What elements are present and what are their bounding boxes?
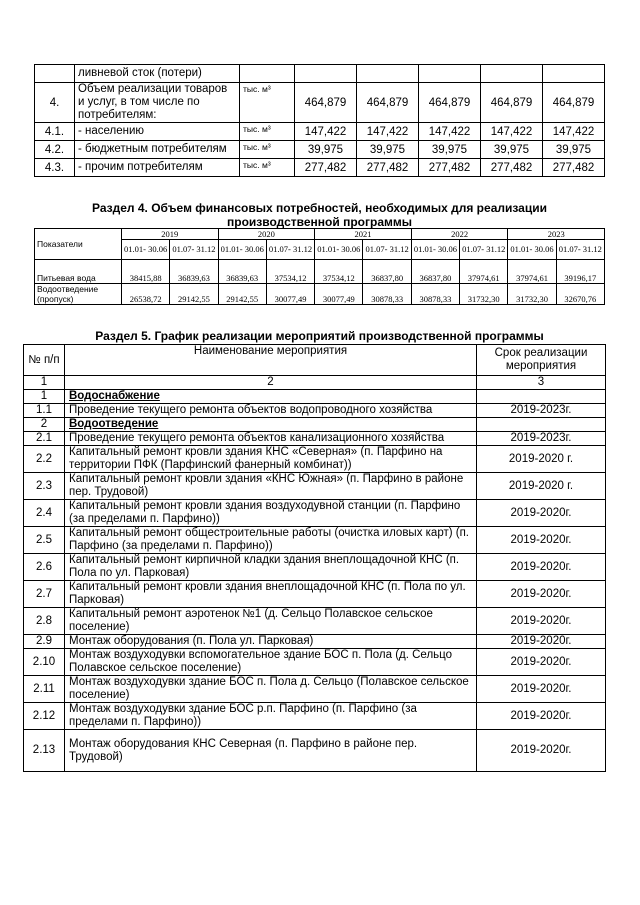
schedule-name: Проведение текущего ремонта объектов водопроводного хозяйства — [65, 404, 477, 418]
schedule-row — [24, 703, 606, 730]
volume-row — [35, 123, 605, 141]
row-value: 147,422 — [419, 123, 481, 141]
finance-value: 29142,55 — [170, 284, 218, 305]
colnum-3: 3 — [477, 376, 606, 390]
row-unit: тыс. м³ — [240, 141, 295, 159]
schedule-number: 1.1 — [24, 404, 65, 418]
row-number: 4.3. — [35, 159, 75, 177]
row-value: 464,879 — [357, 83, 419, 123]
row-value — [419, 65, 481, 83]
year-cell: 2021 — [315, 229, 412, 240]
schedule-name: Монтаж воздуходувки вспомогательное здание БОС п. Пола (д. Сельцо Полавское сельское поселение) — [65, 649, 477, 676]
schedule-name: Монтаж воздуходувки здание БОС п. Пола д. Сельцо (Полавское сельское поселение) — [65, 676, 477, 703]
row-name: Объем реализации товаров и услуг, в том числе по потребителям: — [75, 83, 240, 123]
row-value: 277,482 — [295, 159, 357, 177]
row-value — [357, 65, 419, 83]
schedule-table — [23, 344, 606, 772]
year-cell: 2019 — [122, 229, 219, 240]
finance-table — [34, 228, 605, 305]
row-value: 39,975 — [481, 141, 543, 159]
row-value: 277,482 — [419, 159, 481, 177]
schedule-term: 2019-2020г. — [477, 649, 606, 676]
row-unit: тыс. м³ — [240, 123, 295, 141]
schedule-term: 2019-2020г. — [477, 676, 606, 703]
header-term: Срок реализации мероприятия — [477, 345, 606, 376]
finance-row-label: Питьевая вода — [35, 260, 122, 284]
schedule-row — [24, 581, 606, 608]
schedule-name: Капитальный ремонт кровли здания «КНС Южная» (п. Парфино в районе пер. Трудовой) — [65, 473, 477, 500]
schedule-row — [24, 500, 606, 527]
schedule-name: Проведение текущего ремонта объектов канализационного хозяйства — [65, 432, 477, 446]
section4-title-line1: Раздел 4. Объем финансовых потребностей, необходимых для реализации — [92, 201, 547, 215]
schedule-term: 2019-2020г. — [477, 554, 606, 581]
finance-value: 30077,49 — [315, 284, 363, 305]
row-value: 277,482 — [357, 159, 419, 177]
period-cell: 01.01- 30.06 — [411, 240, 459, 260]
header-name: Наименование мероприятия — [65, 345, 477, 376]
row-name: - населению — [75, 123, 240, 141]
finance-value: 31732,30 — [508, 284, 556, 305]
row-value: 464,879 — [543, 83, 605, 123]
schedule-number: 1 — [24, 390, 65, 404]
schedule-name: Капитальный ремонт аэротенок №1 (д. Сельцо Полавское сельское поселение) — [65, 608, 477, 635]
row-number: 4.1. — [35, 123, 75, 141]
schedule-number: 2 — [24, 418, 65, 432]
schedule-name: Монтаж оборудования КНС Северная (п. Парфино в районе пер. Трудовой) — [65, 730, 477, 772]
finance-value: 37974,61 — [508, 260, 556, 284]
schedule-row — [24, 404, 606, 418]
schedule-name: Водоотведение — [65, 418, 477, 432]
row-value: 464,879 — [295, 83, 357, 123]
finance-value: 39196,17 — [556, 260, 604, 284]
schedule-number: 2.2 — [24, 446, 65, 473]
schedule-name: Капитальный ремонт общестроительные работы (очистка иловых карт) (п. Парфино (за пределами п. Парфино)) — [65, 527, 477, 554]
row-unit — [240, 65, 295, 83]
schedule-row — [24, 390, 606, 404]
schedule-term: 2019-2020г. — [477, 635, 606, 649]
schedule-number: 2.1 — [24, 432, 65, 446]
schedule-header-row — [24, 345, 606, 376]
schedule-term: 2019-2023г. — [477, 432, 606, 446]
schedule-term: 2019-2020г. — [477, 608, 606, 635]
schedule-number: 2.5 — [24, 527, 65, 554]
schedule-name: Капитальный ремонт кирпичной кладки здания внеплощадочной КНС (п. Пола по ул. Парковая) — [65, 554, 477, 581]
row-value: 39,975 — [357, 141, 419, 159]
period-cell: 01.07- 31.12 — [170, 240, 218, 260]
finance-value: 37974,61 — [460, 260, 508, 284]
finance-value: 36837,80 — [411, 260, 459, 284]
schedule-name: Монтаж оборудования (п. Пола ул. Парковая) — [65, 635, 477, 649]
finance-value: 29142,55 — [218, 284, 266, 305]
schedule-name: Капитальный ремонт кровли здания внеплощадочной КНС (п. Пола по ул. Парковая) — [65, 581, 477, 608]
row-number: 4.2. — [35, 141, 75, 159]
schedule-row — [24, 473, 606, 500]
row-unit: тыс. м³ — [240, 159, 295, 177]
period-cell: 01.07- 31.12 — [556, 240, 604, 260]
colnum-1: 1 — [24, 376, 65, 390]
schedule-row — [24, 730, 606, 772]
row-value: 464,879 — [481, 83, 543, 123]
schedule-number: 2.9 — [24, 635, 65, 649]
schedule-number: 2.13 — [24, 730, 65, 772]
row-value — [481, 65, 543, 83]
row-value: 39,975 — [419, 141, 481, 159]
indicator-header: Показатели — [35, 229, 122, 260]
schedule-term: 2019-2020г. — [477, 527, 606, 554]
schedule-row — [24, 554, 606, 581]
schedule-term — [477, 418, 606, 432]
row-value: 277,482 — [543, 159, 605, 177]
schedule-number: 2.11 — [24, 676, 65, 703]
period-cell: 01.01- 30.06 — [315, 240, 363, 260]
row-value — [295, 65, 357, 83]
row-value: 147,422 — [357, 123, 419, 141]
schedule-term — [477, 390, 606, 404]
year-cell: 2023 — [508, 229, 605, 240]
schedule-term: 2019-2023г. — [477, 404, 606, 418]
row-value: 39,975 — [295, 141, 357, 159]
row-value: 147,422 — [295, 123, 357, 141]
volume-row — [35, 65, 605, 83]
schedule-row — [24, 446, 606, 473]
period-cell: 01.07- 31.12 — [363, 240, 411, 260]
row-value: 39,975 — [543, 141, 605, 159]
schedule-row — [24, 432, 606, 446]
row-value: 147,422 — [543, 123, 605, 141]
schedule-name: Капитальный ремонт кровли здания воздуходувной станции (п. Парфино (за пределами п. Парфино)) — [65, 500, 477, 527]
finance-value: 31732,30 — [460, 284, 508, 305]
schedule-name: Капитальный ремонт кровли здания КНС «Северная» (п. Парфино на территории ПФК (Парфинский фанерный комбинат)) — [65, 446, 477, 473]
row-name: - прочим потребителям — [75, 159, 240, 177]
schedule-term: 2019-2020г. — [477, 703, 606, 730]
row-number — [35, 65, 75, 83]
schedule-row — [24, 418, 606, 432]
column-number-row — [24, 376, 606, 390]
schedule-row — [24, 649, 606, 676]
finance-value: 26538,72 — [122, 284, 170, 305]
period-cell: 01.01- 30.06 — [218, 240, 266, 260]
schedule-number: 2.10 — [24, 649, 65, 676]
volume-table — [34, 64, 605, 177]
volume-row — [35, 159, 605, 177]
schedule-number: 2.8 — [24, 608, 65, 635]
schedule-term: 2019-2020 г. — [477, 446, 606, 473]
schedule-term: 2019-2020г. — [477, 730, 606, 772]
row-number: 4. — [35, 83, 75, 123]
schedule-term: 2019-2020 г. — [477, 473, 606, 500]
volume-row — [35, 141, 605, 159]
section4-title-line2: производственной программы — [227, 215, 412, 229]
schedule-row — [24, 608, 606, 635]
period-cell: 01.07- 31.12 — [266, 240, 314, 260]
finance-value: 36837,80 — [363, 260, 411, 284]
schedule-number: 2.4 — [24, 500, 65, 527]
finance-value: 36839,63 — [218, 260, 266, 284]
finance-value: 38415,88 — [122, 260, 170, 284]
schedule-row — [24, 676, 606, 703]
period-cell: 01.01- 30.06 — [122, 240, 170, 260]
year-cell: 2022 — [411, 229, 508, 240]
finance-row — [35, 260, 605, 284]
schedule-number: 2.3 — [24, 473, 65, 500]
finance-value: 37534,12 — [266, 260, 314, 284]
schedule-row — [24, 635, 606, 649]
schedule-name: Монтаж воздуходувки здание БОС р.п. Парфино (п. Парфино (за пределами п. Парфино)) — [65, 703, 477, 730]
row-value — [543, 65, 605, 83]
schedule-number: 2.12 — [24, 703, 65, 730]
finance-value: 30878,33 — [411, 284, 459, 305]
header-no: № п/п — [24, 345, 65, 376]
section5-title: Раздел 5. График реализации мероприятий производственной программы — [95, 329, 544, 343]
year-cell: 2020 — [218, 229, 315, 240]
finance-value: 32670,76 — [556, 284, 604, 305]
finance-row — [35, 284, 605, 305]
row-value: 277,482 — [481, 159, 543, 177]
row-unit: тыс. м³ — [240, 83, 295, 123]
year-header-row — [35, 229, 605, 240]
schedule-term: 2019-2020г. — [477, 581, 606, 608]
period-cell: 01.07- 31.12 — [460, 240, 508, 260]
schedule-name: Водоснабжение — [65, 390, 477, 404]
finance-value: 36839,63 — [170, 260, 218, 284]
row-name: - бюджетным потребителям — [75, 141, 240, 159]
row-value: 464,879 — [419, 83, 481, 123]
schedule-number: 2.6 — [24, 554, 65, 581]
section4-title — [34, 201, 605, 229]
schedule-row — [24, 527, 606, 554]
schedule-number: 2.7 — [24, 581, 65, 608]
colnum-2: 2 — [65, 376, 477, 390]
finance-value: 30077,49 — [266, 284, 314, 305]
row-name: ливневой сток (потери) — [75, 65, 240, 83]
period-cell: 01.01- 30.06 — [508, 240, 556, 260]
finance-value: 30878,33 — [363, 284, 411, 305]
volume-row — [35, 83, 605, 123]
schedule-term: 2019-2020г. — [477, 500, 606, 527]
finance-value: 37534,12 — [315, 260, 363, 284]
finance-row-label: Водоотведение (пропуск) — [35, 284, 122, 305]
row-value: 147,422 — [481, 123, 543, 141]
